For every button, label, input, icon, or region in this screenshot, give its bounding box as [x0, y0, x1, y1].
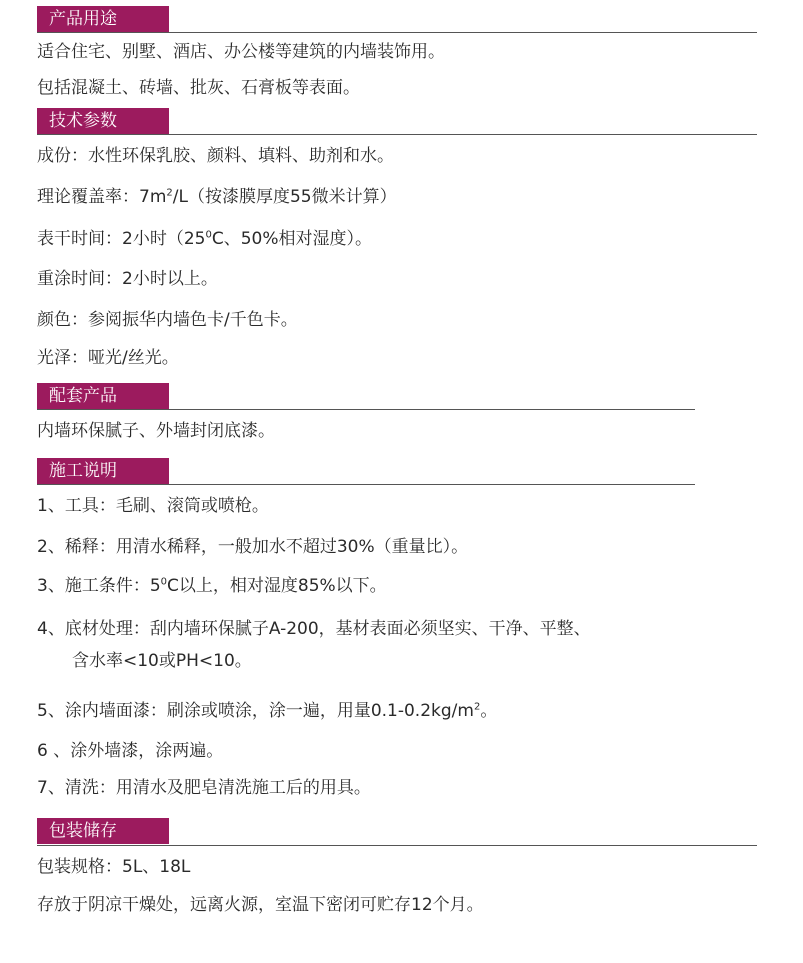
section-divider	[37, 484, 695, 485]
section-header-packaging-storage: 包装储存	[37, 818, 169, 844]
product-use-line-1: 适合住宅、别墅、酒店、办公楼等建筑的内墙装饰用。	[37, 42, 445, 62]
tech-param-coverage: 理论覆盖率：$7m^2/L$（按漆膜厚度55微米计算）	[37, 187, 397, 207]
tech-param-dry-time: 表干时间：2小时（$25^0C$、50%相对湿度）。	[37, 229, 372, 249]
application-step-1: 1、工具：毛刷、滚筒或喷枪。	[37, 496, 269, 516]
application-step-2: 2、稀释：用清水稀释，一般加水不超过30%（重量比）。	[37, 537, 469, 557]
storage-instruction: 存放于阴凉干燥处，远离火源，室温下密闭可贮存12个月。	[37, 895, 484, 915]
companion-products-line: 内墙环保腻子、外墙封闭底漆。	[37, 421, 275, 441]
product-use-line-2: 包括混凝土、砖墙、批灰、石膏板等表面。	[37, 78, 360, 98]
application-step-4-continued: 含水率<10或PH<10。	[72, 651, 252, 671]
section-divider	[37, 845, 757, 846]
application-step-3: 3、施工条件：$5^0C$以上，相对湿度85%以下。	[37, 576, 387, 596]
section-divider	[37, 134, 757, 135]
application-step-5: 5、涂内墙面漆：刷涂或喷涂，涂一遍，用量$0.1-0.2kg/m^2$。	[37, 701, 498, 721]
section-header-product-use: 产品用途	[37, 6, 169, 32]
packaging-spec: 包装规格：5L、18L	[37, 857, 191, 877]
application-step-6: 6 、涂外墙漆，涂两遍。	[37, 741, 224, 761]
tech-param-gloss: 光泽：哑光/丝光。	[37, 348, 179, 368]
application-step-4: 4、底材处理：刮内墙环保腻子A-200，基材表面必须坚实、干净、平整、	[37, 619, 591, 639]
section-header-tech-params: 技术参数	[37, 108, 169, 134]
section-header-companion-products: 配套产品	[37, 383, 169, 409]
tech-param-recoat-time: 重涂时间：2小时以上。	[37, 269, 218, 289]
section-divider	[37, 409, 695, 410]
tech-param-ingredients: 成份：水性环保乳胶、颜料、填料、助剂和水。	[37, 146, 394, 166]
section-header-application: 施工说明	[37, 458, 169, 484]
tech-param-color: 颜色：参阅振华内墙色卡/千色卡。	[37, 310, 298, 330]
application-step-7: 7、清洗：用清水及肥皂清洗施工后的用具。	[37, 778, 371, 798]
section-divider	[37, 32, 757, 33]
